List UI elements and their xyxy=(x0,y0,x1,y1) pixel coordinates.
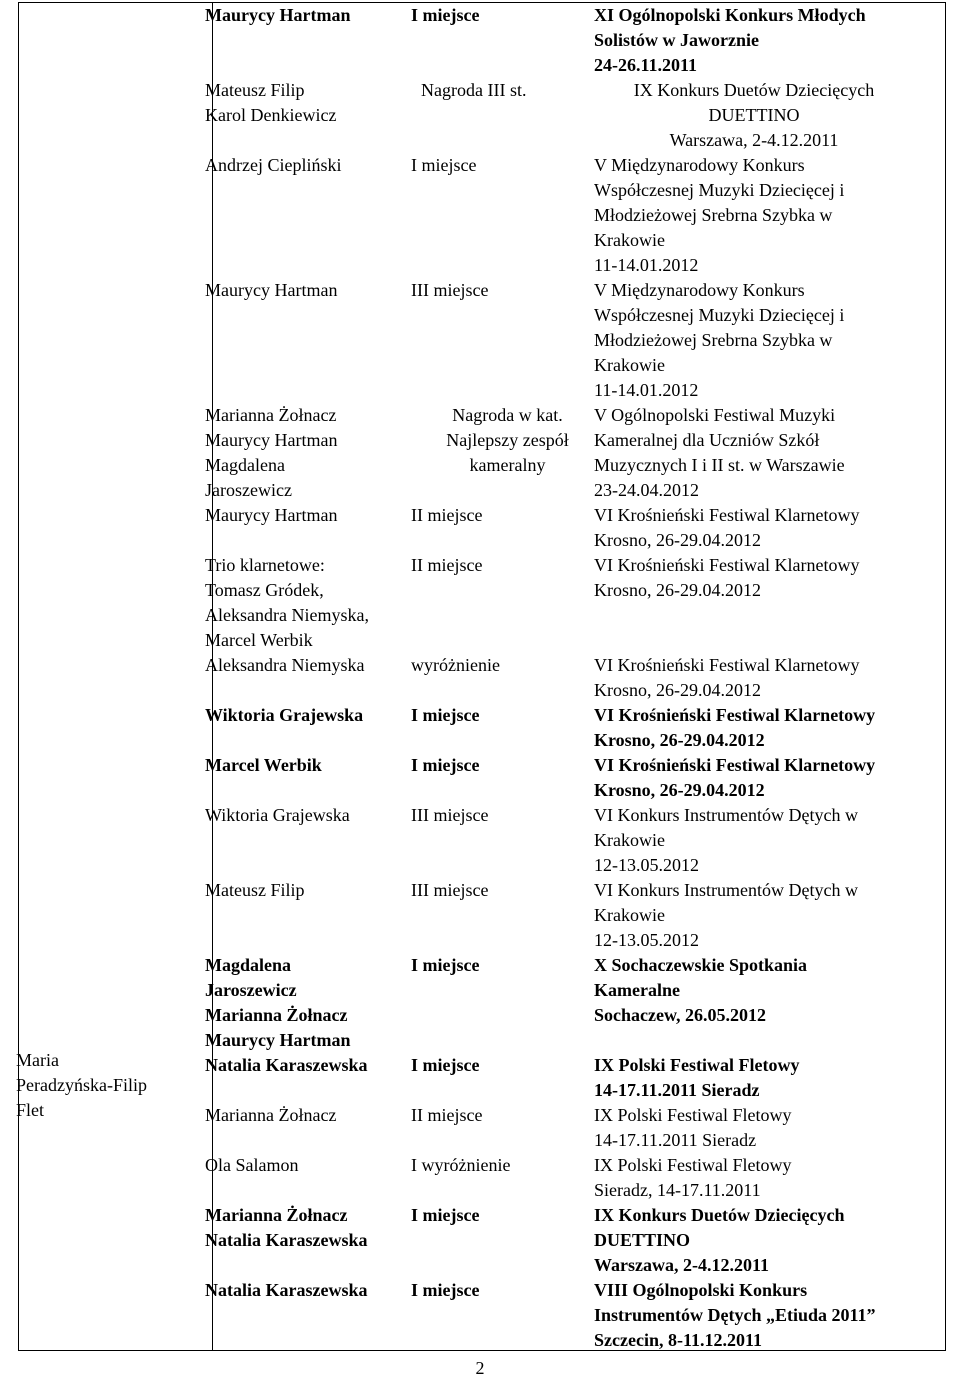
award-text: I miejsce xyxy=(411,705,480,725)
competition-line: 11-14.01.2012 xyxy=(594,380,699,400)
competition-cell xyxy=(594,503,914,553)
competition-cell xyxy=(594,953,914,1053)
award-text: III miejsce xyxy=(411,805,489,825)
student-name: Marianna Żołnacz xyxy=(205,1105,337,1125)
award-text: III miejsce xyxy=(411,880,489,900)
result-row xyxy=(205,703,925,753)
student-name: Magdalena xyxy=(205,455,285,475)
competition-line: Solistów w Jaworznie xyxy=(594,30,759,50)
student-name: Wiktoria Grajewska xyxy=(205,805,350,825)
student-name: Marianna Żołnacz xyxy=(205,405,337,425)
student-name: Maurycy Hartman xyxy=(205,505,338,525)
competition-cell xyxy=(594,78,914,153)
result-row xyxy=(205,803,925,878)
award-cell xyxy=(411,803,594,878)
competition-line: 14-17.11.2011 Sieradz xyxy=(594,1080,760,1100)
competition-line: Współczesnej Muzyki Dziecięcej i xyxy=(594,305,845,325)
award-text: wyróżnienie xyxy=(411,655,500,675)
student-name: Andrzej Ciepliński xyxy=(205,155,342,175)
student-name: Karol Denkiewicz xyxy=(205,105,337,125)
students-cell xyxy=(205,653,411,703)
student-name: Tomasz Gródek, xyxy=(205,580,324,600)
students-cell xyxy=(205,753,411,803)
competition-line: 24-26.11.2011 xyxy=(594,55,698,75)
competition-cell xyxy=(594,553,914,653)
award-text: Nagroda w kat. xyxy=(452,405,563,425)
teacher-line: Maria xyxy=(16,1050,59,1070)
competition-line: Krakowie xyxy=(594,230,665,250)
award-cell xyxy=(411,403,594,503)
award-text: II miejsce xyxy=(411,555,483,575)
result-row xyxy=(205,1278,925,1353)
result-row xyxy=(205,1053,925,1103)
competition-line: DUETTINO xyxy=(594,1230,691,1250)
competition-cell xyxy=(594,153,914,278)
teacher-cell xyxy=(16,1048,188,1123)
results-rows xyxy=(205,3,925,1353)
competition-line: Krosno, 26-29.04.2012 xyxy=(594,780,765,800)
page-number: 2 xyxy=(475,1358,485,1378)
competition-line: Krosno, 26-29.04.2012 xyxy=(594,580,761,600)
competition-line: Sieradz, 14-17.11.2011 xyxy=(594,1180,761,1200)
students-cell xyxy=(205,403,411,503)
award-cell xyxy=(411,1278,594,1353)
students-cell xyxy=(205,953,411,1053)
competition-line: 12-13.05.2012 xyxy=(594,855,699,875)
competition-cell xyxy=(594,878,914,953)
student-name: Marcel Werbik xyxy=(205,630,313,650)
competition-line: Kameralne xyxy=(594,980,680,1000)
competition-line: DUETTINO xyxy=(708,105,800,125)
competition-line: 14-17.11.2011 Sieradz xyxy=(594,1130,757,1150)
award-text: I miejsce xyxy=(411,955,480,975)
award-cell xyxy=(411,153,594,278)
award-cell xyxy=(411,1203,594,1278)
competition-line: V Międzynarodowy Konkurs xyxy=(594,155,805,175)
award-text: kameralny xyxy=(469,455,546,475)
student-name: Jaroszewicz xyxy=(205,480,292,500)
competition-cell xyxy=(594,1153,914,1203)
competition-cell xyxy=(594,403,914,503)
competition-cell xyxy=(594,703,914,753)
result-row xyxy=(205,1153,925,1203)
students-cell xyxy=(205,1203,411,1278)
competition-line: VI Krośnieński Festiwal Klarnetowy xyxy=(594,755,876,775)
award-text: II miejsce xyxy=(411,505,483,525)
result-row xyxy=(205,403,925,503)
competition-line: Warszawa, 2-4.12.2011 xyxy=(669,130,839,150)
students-cell xyxy=(205,553,411,653)
competition-cell xyxy=(594,3,914,78)
competition-line: V Ogólnopolski Festiwal Muzyki xyxy=(594,405,836,425)
competition-line: IX Polski Festiwal Fletowy xyxy=(594,1105,792,1125)
students-cell xyxy=(205,278,411,403)
competition-line: Krosno, 26-29.04.2012 xyxy=(594,730,765,750)
student-name: Magdalena xyxy=(205,955,292,975)
competition-line: Współczesnej Muzyki Dziecięcej i xyxy=(594,180,845,200)
student-name: Maurycy Hartman xyxy=(205,430,338,450)
competition-cell xyxy=(594,753,914,803)
students-cell xyxy=(205,803,411,878)
award-cell xyxy=(411,1053,594,1103)
competition-line: V Międzynarodowy Konkurs xyxy=(594,280,805,300)
competition-line: 11-14.01.2012 xyxy=(594,255,699,275)
competition-cell xyxy=(594,278,914,403)
competition-line: X Sochaczewskie Spotkania xyxy=(594,955,808,975)
competition-line: Krosno, 26-29.04.2012 xyxy=(594,530,761,550)
competition-line: Młodzieżowej Srebrna Szybka w xyxy=(594,330,833,350)
competition-cell xyxy=(594,803,914,878)
competition-line: 12-13.05.2012 xyxy=(594,930,699,950)
award-cell xyxy=(411,78,594,153)
competition-line: Młodzieżowej Srebrna Szybka w xyxy=(594,205,833,225)
award-text: I miejsce xyxy=(411,1055,480,1075)
award-cell xyxy=(411,278,594,403)
student-name: Aleksandra Niemyska, xyxy=(205,605,369,625)
student-name: Natalia Karaszewska xyxy=(205,1280,368,1300)
competition-line: Sochaczew, 26.05.2012 xyxy=(594,1005,766,1025)
competition-line: Kameralnej dla Uczniów Szkół xyxy=(594,430,820,450)
award-text: I miejsce xyxy=(411,5,480,25)
student-name: Maurycy Hartman xyxy=(205,5,351,25)
competition-cell xyxy=(594,1053,914,1103)
student-name: Mateusz Filip xyxy=(205,80,305,100)
award-text: I miejsce xyxy=(411,1280,480,1300)
result-row xyxy=(205,153,925,278)
result-row xyxy=(205,878,925,953)
competition-line: Instrumentów Dętych „Etiuda 2011” xyxy=(594,1305,876,1325)
students-cell xyxy=(205,1053,411,1103)
result-row xyxy=(205,278,925,403)
student-name: Trio klarnetowe: xyxy=(205,555,325,575)
teacher-line: Flet xyxy=(16,1100,45,1120)
competition-line: Krosno, 26-29.04.2012 xyxy=(594,680,761,700)
result-row xyxy=(205,1203,925,1278)
competition-cell xyxy=(594,653,914,703)
competition-line: VI Konkurs Instrumentów Dętych w xyxy=(594,805,858,825)
award-cell xyxy=(411,753,594,803)
competition-line: Muzycznych I i II st. w Warszawie xyxy=(594,455,845,475)
student-name: Natalia Karaszewska xyxy=(205,1055,368,1075)
competition-line: Szczecin, 8-11.12.2011 xyxy=(594,1330,762,1350)
competition-line: IX Konkurs Duetów Dziecięcych xyxy=(594,1205,845,1225)
award-text: I wyróżnienie xyxy=(411,1155,511,1175)
competition-line: Krakowie xyxy=(594,355,665,375)
result-row xyxy=(205,653,925,703)
award-text: III miejsce xyxy=(411,280,489,300)
award-cell xyxy=(411,553,594,653)
award-cell xyxy=(411,878,594,953)
student-name: Mateusz Filip xyxy=(205,880,305,900)
teacher-line: Peradzyńska-Filip xyxy=(16,1075,147,1095)
award-text: I miejsce xyxy=(411,155,477,175)
award-cell xyxy=(411,3,594,78)
student-name: Marcel Werbik xyxy=(205,755,322,775)
result-row xyxy=(205,553,925,653)
competition-line: VI Krośnieński Festiwal Klarnetowy xyxy=(594,555,860,575)
students-cell xyxy=(205,78,411,153)
competition-line: VI Krośnieński Festiwal Klarnetowy xyxy=(594,505,860,525)
competition-cell xyxy=(594,1278,914,1353)
student-name: Maurycy Hartman xyxy=(205,1030,351,1050)
competition-line: Krakowie xyxy=(594,905,665,925)
award-cell xyxy=(411,1103,594,1153)
students-cell xyxy=(205,1103,411,1153)
students-cell xyxy=(205,503,411,553)
award-text: I miejsce xyxy=(411,1205,480,1225)
result-row xyxy=(205,3,925,78)
students-cell xyxy=(205,878,411,953)
competition-line: Warszawa, 2-4.12.2011 xyxy=(594,1255,769,1275)
competition-line: VI Krośnieński Festiwal Klarnetowy xyxy=(594,655,860,675)
award-text: Nagroda III st. xyxy=(421,80,527,100)
students-cell xyxy=(205,1278,411,1353)
competition-line: VIII Ogólnopolski Konkurs xyxy=(594,1280,808,1300)
competition-cell xyxy=(594,1203,914,1278)
students-cell xyxy=(205,153,411,278)
award-text: I miejsce xyxy=(411,755,480,775)
student-name: Maurycy Hartman xyxy=(205,280,338,300)
student-name: Marianna Żołnacz xyxy=(205,1005,348,1025)
competition-line: Krakowie xyxy=(594,830,665,850)
competition-line: VI Konkurs Instrumentów Dętych w xyxy=(594,880,858,900)
award-cell xyxy=(411,1153,594,1203)
student-name: Natalia Karaszewska xyxy=(205,1230,368,1250)
student-name: Jaroszewicz xyxy=(205,980,297,1000)
award-cell xyxy=(411,703,594,753)
result-row xyxy=(205,503,925,553)
result-row xyxy=(205,1103,925,1153)
students-cell xyxy=(205,1153,411,1203)
result-row xyxy=(205,953,925,1053)
competition-line: VI Krośnieński Festiwal Klarnetowy xyxy=(594,705,876,725)
result-row xyxy=(205,78,925,153)
award-text: Najlepszy zespół xyxy=(446,430,569,450)
award-cell xyxy=(411,653,594,703)
competition-line: XI Ogólnopolski Konkurs Młodych xyxy=(594,5,866,25)
award-text: II miejsce xyxy=(411,1105,483,1125)
student-name: Marianna Żołnacz xyxy=(205,1205,348,1225)
competition-line: IX Polski Festiwal Fletowy xyxy=(594,1055,800,1075)
competition-line: IX Konkurs Duetów Dziecięcych xyxy=(633,80,875,100)
competition-line: IX Polski Festiwal Fletowy xyxy=(594,1155,792,1175)
students-cell xyxy=(205,3,411,78)
award-cell xyxy=(411,953,594,1053)
students-cell xyxy=(205,703,411,753)
student-name: Ola Salamon xyxy=(205,1155,299,1175)
result-row xyxy=(205,753,925,803)
competition-line: 23-24.04.2012 xyxy=(594,480,699,500)
competition-cell xyxy=(594,1103,914,1153)
award-cell xyxy=(411,503,594,553)
student-name: Wiktoria Grajewska xyxy=(205,705,364,725)
student-name: Aleksandra Niemyska xyxy=(205,655,365,675)
